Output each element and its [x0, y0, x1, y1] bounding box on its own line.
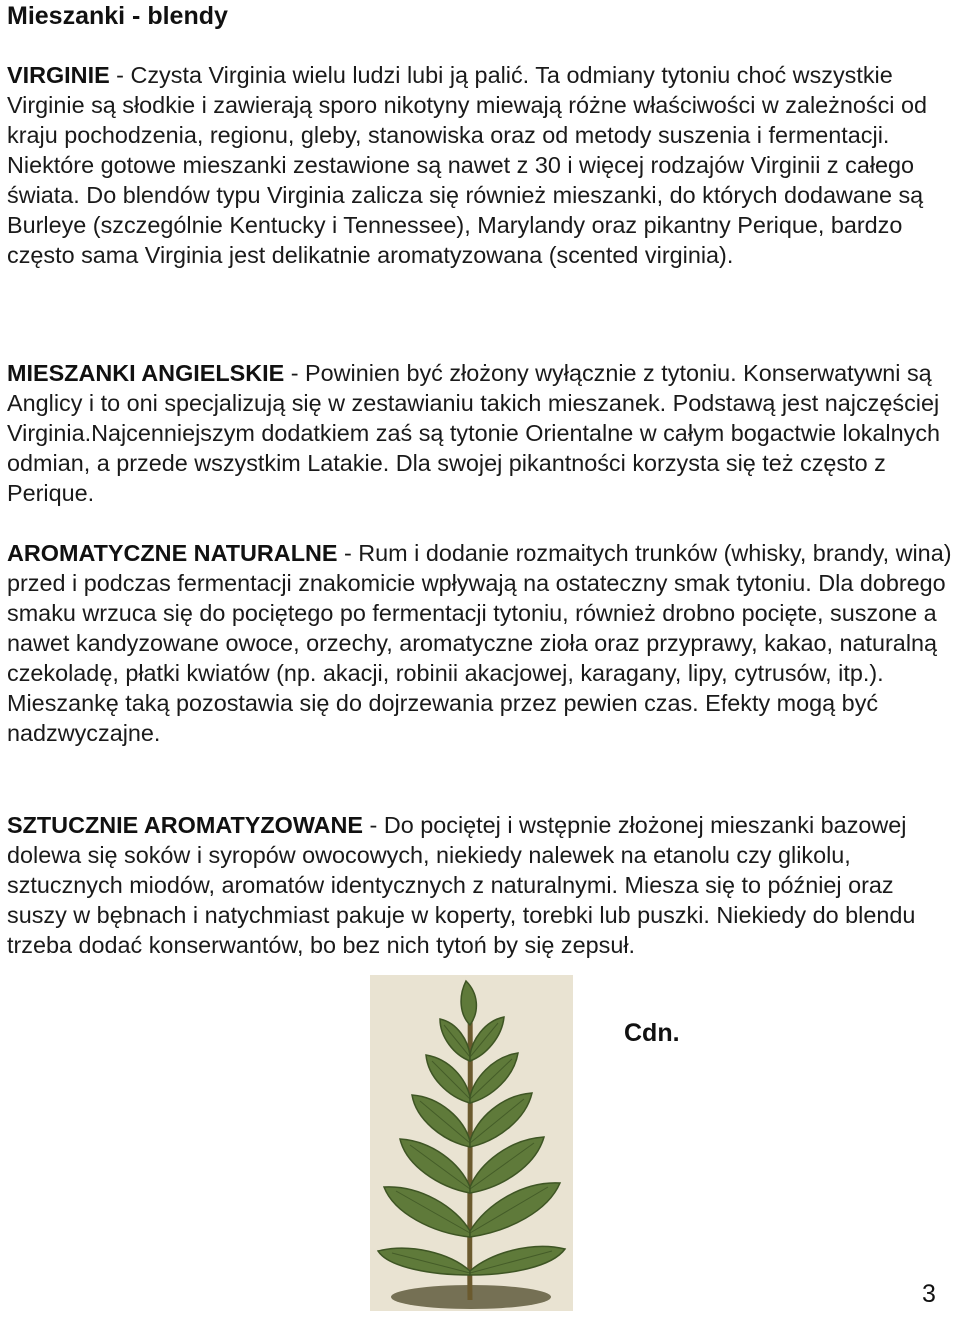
- tobacco-plant-illustration: [370, 975, 573, 1311]
- section-heading: SZTUCZNIE AROMATYZOWANE: [7, 812, 364, 838]
- signature-cdn: Cdn.: [624, 1019, 680, 1047]
- section-text: - Powinien być złożony wyłącznie z tytoniu. Konserwatywni są Anglicy i to oni specjalizują się w zestawianiu takich mieszanek. Podstawą jest najczęściej Virginia.Najcenniejszym dodatkiem zaś są tytonie Orientalne w całym bogactwie lokalnych odmian, a przede wszystkim Latakie. Dla swojej pikantności korzysta się też często z Perique.: [7, 360, 941, 506]
- page-title: Mieszanki - blendy: [7, 2, 228, 30]
- section-aromatyczne-naturalne: [7, 538, 955, 748]
- section-sztucznie-aromatyzowane: [7, 810, 955, 960]
- section-heading: AROMATYCZNE NATURALNE: [7, 540, 338, 566]
- section-mieszanki-angielskie: [7, 358, 955, 508]
- section-text: - Czysta Virginia wielu ludzi lubi ją palić. Ta odmiany tytoniu choć wszystkie Virginie są słodkie i zawierają sporo nikotyny miewają różne właściwości w zależności od kraju pochodzenia, regionu, gleby, stanowiska oraz od metody suszenia i fermentacji. Niektóre gotowe mieszanki zestawione są nawet z 30 i więcej rodzajów Virginii z całego świata. Do blendów typu Virginia zalicza się również mieszanki, do których dodawane są Burleye (szczególnie Kentucky i Tennessee), Marylandy oraz pikantny Perique, bardzo często sama Virginia jest delikatnie aromatyzowana (scented virginia).: [7, 62, 928, 268]
- section-text: - Rum i dodanie rozmaitych trunków (whisky, brandy, wina) przed i podczas fermentacji znakomicie wpływają na ostateczny smak tytoniu. Dla dobrego smaku wrzuca się do pociętego po fermentacji tytoniu, również drobno pocięte, suszone a nawet kandyzowane owoce, orzechy, aromatyczne zioła oraz przyprawy, kakao, naturalną czekoladę, płatki kwiatów (np. akacji, robinii akacjowej, karagany, lipy, cytrusów, itp.). Mieszankę taką pozostawia się do dojrzewania przez pewien czas. Efekty mogą być nadzwyczajne.: [7, 540, 952, 746]
- page-number: 3: [922, 1280, 936, 1308]
- section-text: - Do pociętej i wstępnie złożonej mieszanki bazowej dolewa się soków i syropów owocowych, niekiedy nalewek na etanolu czy glikolu, sztucznych miodów, aromatów identycznych z naturalnymi. Miesza się to później oraz suszy w bębnach i natychmiast pakuje w koperty, torebki lub puszki. Niekiedy do blendu trzeba dodać konserwantów, bo bez nich tytoń by się zepsuł.: [7, 812, 916, 958]
- section-heading: MIESZANKI ANGIELSKIE: [7, 360, 285, 386]
- section-virginie: [7, 60, 955, 270]
- section-heading: VIRGINIE: [7, 62, 110, 88]
